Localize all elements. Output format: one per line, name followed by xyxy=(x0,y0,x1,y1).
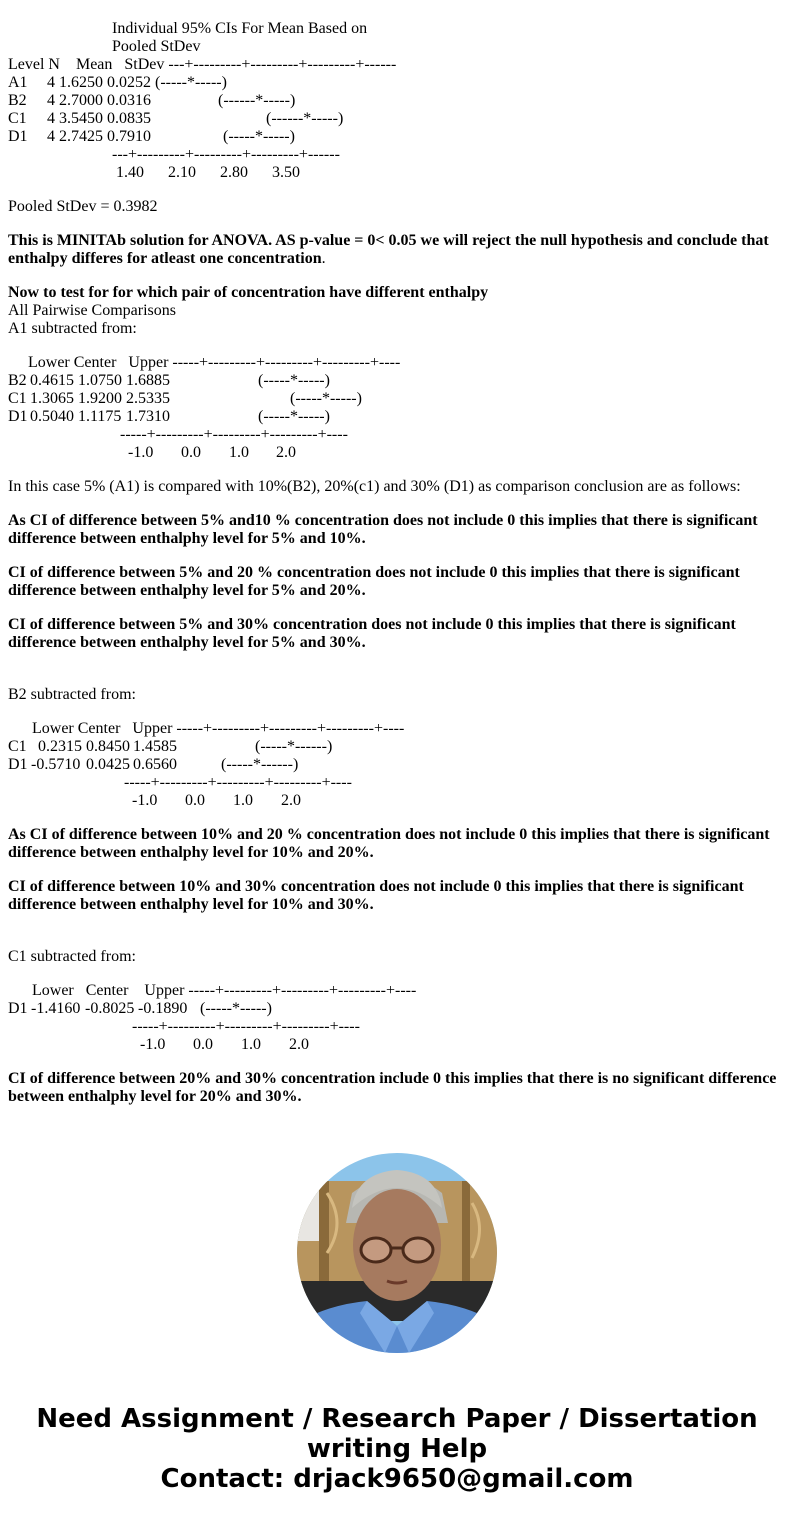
ci-plot: (-----*-----) xyxy=(258,372,330,389)
axis-tick: 1.0 xyxy=(229,444,249,461)
axis-tick: -1.0 xyxy=(128,444,154,461)
ci-plot: (-----*-----) xyxy=(258,408,330,425)
a1-conclusion-c1: CI of difference between 5% and 20 % concentration does not include 0 this implies that there is significant difference between enthalphy level for 5% and 20%. xyxy=(8,564,740,599)
axis-tick: 0.0 xyxy=(181,444,201,461)
ci-heading-1: Individual 95% CIs For Mean Based on xyxy=(112,20,368,37)
ci-axis-line: ---+---------+---------+---------+------ xyxy=(112,146,340,163)
cta-contact-email: Contact: drjack9650@gmail.com xyxy=(160,1464,634,1494)
axis-tick: 2.80 xyxy=(220,164,248,181)
ci-plot: (-----*------) xyxy=(221,756,299,773)
pairwise-title: All Pairwise Comparisons xyxy=(8,302,176,319)
a1-conclusion-d1: CI of difference between 5% and 30% concentration does not include 0 this implies that there is significant difference between enthalphy level for 5% and 30%. xyxy=(8,616,736,651)
a1-conclusion-b2: As CI of difference between 5% and10 % concentration does not include 0 this implies that there is significant difference between enthalphy level for 5% and 10%. xyxy=(8,512,758,547)
portrait-icon xyxy=(297,1153,497,1353)
axis-tick: 0.0 xyxy=(185,792,205,809)
ci-plot: (-----*-----) xyxy=(290,390,362,407)
ci-plot: (------*-----) xyxy=(266,110,344,127)
block-header: Lower Center Upper -----+---------+---------+---------+---- xyxy=(28,354,401,371)
ci-heading-2: Pooled StDev xyxy=(112,38,201,55)
block-title: C1 subtracted from: xyxy=(8,948,136,965)
axis-tick: 2.0 xyxy=(276,444,296,461)
b2-conclusion-c1: As CI of difference between 10% and 20 % concentration does not include 0 this implies that there is significant difference between enthalphy level for 10% and 20%. xyxy=(8,826,770,861)
block-header: Lower Center Upper -----+---------+---------+---------+---- xyxy=(32,720,405,737)
axis-tick: 1.0 xyxy=(241,1036,261,1053)
block-axis-line: -----+---------+---------+---------+---- xyxy=(132,1018,360,1035)
ci-plot: (-----*-----) xyxy=(223,128,295,145)
ci-plot: (------*-----) xyxy=(218,92,296,109)
axis-tick: 1.40 xyxy=(116,164,144,181)
cta-line-1: Need Assignment / Research Paper / Dissertation xyxy=(36,1404,758,1434)
cta-line-2: writing Help xyxy=(306,1434,488,1464)
contact-banner xyxy=(0,1404,794,1494)
block-axis-line: -----+---------+---------+---------+---- xyxy=(120,426,348,443)
block-title: B2 subtracted from: xyxy=(8,686,136,703)
axis-tick: 0.0 xyxy=(193,1036,213,1053)
pairwise-intro: Now to test for for which pair of concentration have different enthalpy xyxy=(8,284,489,301)
axis-tick: 2.0 xyxy=(289,1036,309,1053)
ci-plot: (-----*-----) xyxy=(155,74,227,91)
a1-case-text: In this case 5% (A1) is compared with 10%(B2), 20%(c1) and 30% (D1) as comparison conclusion are as follows: xyxy=(8,478,741,495)
pooled-stdev: Pooled StDev = 0.3982 xyxy=(8,198,158,215)
axis-tick: 1.0 xyxy=(233,792,253,809)
ci-plot: (-----*-----) xyxy=(200,1000,272,1017)
b2-conclusion-d1: CI of difference between 10% and 30% concentration does not include 0 this implies that there is significant difference between enthalphy level for 10% and 30%. xyxy=(8,878,744,913)
axis-tick: -1.0 xyxy=(140,1036,166,1053)
ci-plot: (-----*------) xyxy=(255,738,333,755)
axis-tick: 2.10 xyxy=(168,164,196,181)
ci-header-row: Level N Mean StDev ---+---------+---------+---------+------ xyxy=(8,56,397,73)
anova-conclusion: This is MINITAb solution for ANOVA. AS p-value = 0< 0.05 we will reject the null hypothesis and conclude that enthalpy differes for atleast one concentration. xyxy=(8,232,769,267)
block-title: A1 subtracted from: xyxy=(8,320,137,337)
axis-tick: 2.0 xyxy=(281,792,301,809)
axis-tick: 3.50 xyxy=(272,164,300,181)
block-axis-line: -----+---------+---------+---------+---- xyxy=(124,774,352,791)
axis-tick: -1.0 xyxy=(132,792,158,809)
author-photo xyxy=(297,1153,497,1353)
c1-conclusion-d1: CI of difference between 20% and 30% concentration include 0 this implies that there is no significant difference between enthalphy level for 20% and 30%. xyxy=(8,1070,777,1105)
block-header: Lower Center Upper -----+---------+---------+---------+---- xyxy=(32,982,417,999)
